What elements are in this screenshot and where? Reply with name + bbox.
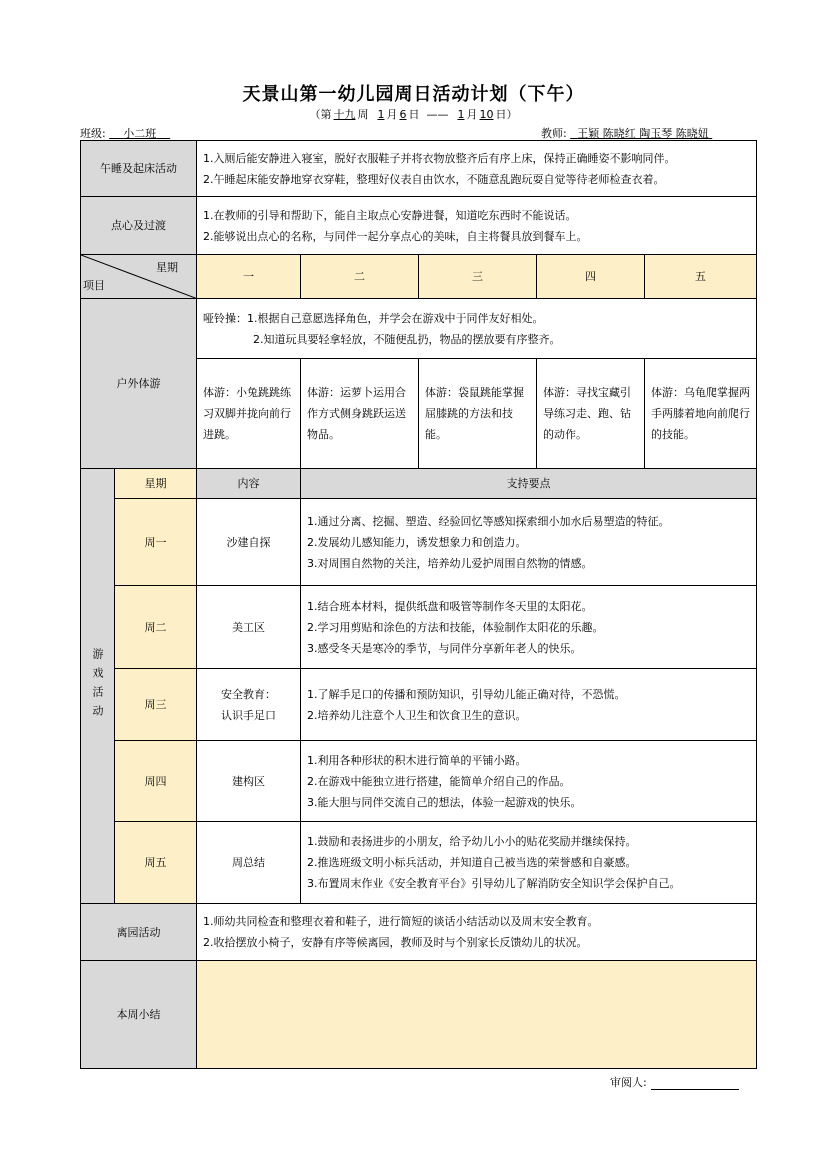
outdoor-game-fri: 体游：乌龟爬掌握两手两膝着地向前爬行的技能。 — [645, 359, 757, 469]
games-col-day: 星期 — [115, 469, 197, 499]
day-header-fri: 五 — [645, 255, 757, 299]
games-content: 建构区 — [197, 741, 301, 822]
outdoor-game-wed: 体游：袋鼠跳能掌握屈膝跳的方法和技能。 — [419, 359, 537, 469]
games-row-tue — [81, 586, 757, 669]
start-month: 1 — [377, 108, 385, 121]
games-row-fri — [81, 822, 757, 904]
plan-table — [80, 140, 757, 1069]
games-day: 周一 — [115, 499, 197, 586]
games-points: 1.鼓励和表扬进步的小朋友，给予幼儿小小的贴花奖励并继续保持。 2.推选班级文明小标兵活动，并知道自己被当选的荣誉感和自豪感。 3.布置周末作业《安全教育平台》引导幼儿了解消防安全知识学会保护自己。 — [301, 822, 757, 904]
nap-content: 1.入厕后能安静进入寝室，脱好衣服鞋子并将衣物放整齐后有序上床，保持正确睡姿不影响同伴。 2.午睡起床能安静地穿衣穿鞋，整理好仪表自由饮水，不随意乱跑玩耍自觉等待老师检查衣着。 — [197, 141, 757, 197]
week-range: （第 十九 周 1 月 6 日 —— 1 月 10 日） — [309, 108, 518, 121]
snack-row — [81, 197, 757, 255]
header-item-label: 项目 — [83, 279, 105, 292]
summary-content[interactable] — [197, 961, 757, 1069]
end-month: 1 — [457, 108, 465, 121]
reviewer-field: 审阅人: — [610, 1074, 739, 1090]
games-content: 安全教育： 认识手足口 — [197, 669, 301, 741]
nap-row — [81, 141, 757, 197]
games-content: 沙建自探 — [197, 499, 301, 586]
teacher-names: 王颖 陈晓红 陶玉琴 陈晓妞 — [577, 127, 709, 140]
snack-label: 点心及过渡 — [81, 197, 197, 255]
games-day: 周二 — [115, 586, 197, 669]
class-info: 班级: 小二班 — [80, 125, 170, 141]
games-points: 1.通过分离、挖掘、塑造、经验回忆等感知探索细小加水后易塑造的特征。 2.发展幼儿感知能力，诱发想象力和创造力。 3.对周围自然物的关注，培养幼儿爱护周围自然物的情感。 — [301, 499, 757, 586]
weekday-header-row — [81, 255, 757, 299]
header-weekday-label: 星期 — [156, 261, 178, 274]
leave-row — [81, 904, 757, 961]
end-day: 10 — [479, 108, 494, 121]
games-col-content: 内容 — [197, 469, 301, 499]
day-header-tue: 二 — [301, 255, 419, 299]
snack-content: 1.在教师的引导和帮助下，能自主取点心安静进餐，知道吃东西时不能说话。 2.能够说出点心的名称，与同伴一起分享点心的美味，自主将餐具放到餐车上。 — [197, 197, 757, 255]
outdoor-game-mon: 体游：小兔跳跳练习双脚并拢向前行进跳。 — [197, 359, 301, 469]
teacher-info: 教师: 王颖 陈晓红 陶玉琴 陈晓妞 — [541, 125, 712, 141]
outdoor-game-tue: 体游：运萝卜运用合作方式侧身跳跃运送物品。 — [301, 359, 419, 469]
games-row-thu — [81, 741, 757, 822]
games-points: 1.了解手足口的传播和预防知识，引导幼儿能正确对待，不恐慌。 2.培养幼儿注意个人卫生和饮食卫生的意识。 — [301, 669, 757, 741]
games-day: 周五 — [115, 822, 197, 904]
games-day: 周三 — [115, 669, 197, 741]
games-points: 1.结合班本材料，提供纸盘和吸管等制作冬天里的太阳花。 2.学习用剪贴和涂色的方法和技能，体验制作太阳花的乐趣。 3.感受冬天是寒冷的季节，与同伴分享新年老人的快乐。 — [301, 586, 757, 669]
games-label: 游戏活动 — [81, 469, 115, 904]
outdoor-game-thu: 体游：寻找宝藏引导练习走、跑、钻的动作。 — [537, 359, 645, 469]
leave-label: 离园活动 — [81, 904, 197, 961]
games-content: 美工区 — [197, 586, 301, 669]
nap-label: 午睡及起床活动 — [81, 141, 197, 197]
day-header-thu: 四 — [537, 255, 645, 299]
leave-content: 1.师幼共同检查和整理衣着和鞋子，进行简短的谈话小结活动以及周末安全教育。 2.收拾摆放小椅子，安静有序等候离园，教师及时与个别家长反馈幼儿的状况。 — [197, 904, 757, 961]
page-title: 天景山第一幼儿园周日活动计划（下午） — [242, 84, 585, 105]
games-row-wed — [81, 669, 757, 741]
dumbbell-content: 哑铃操：1.根据自己意愿选择角色，并学会在游戏中于同伴友好相处。 2.知道玩具要轻拿轻放，不随便乱扔，物品的摆放要有序整齐。 — [197, 299, 757, 359]
class-name: 小二班 — [123, 127, 157, 140]
day-header-wed: 三 — [419, 255, 537, 299]
games-row-mon — [81, 499, 757, 586]
outdoor-dumbbell-row — [81, 299, 757, 359]
games-col-support: 支持要点 — [301, 469, 757, 499]
games-points: 1.利用各种形状的积木进行简单的平铺小路。 2.在游戏中能独立进行搭建，能简单介绍自己的作品。 3.能大胆与同伴交流自己的想法，体验一起游戏的快乐。 — [301, 741, 757, 822]
start-day: 6 — [399, 108, 407, 121]
games-day: 周四 — [115, 741, 197, 822]
diagonal-header-cell — [81, 255, 197, 299]
games-content: 周总结 — [197, 822, 301, 904]
games-header-row — [81, 469, 757, 499]
summary-row — [81, 961, 757, 1069]
reviewer-signature-line[interactable] — [651, 1078, 739, 1090]
summary-label: 本周小结 — [81, 961, 197, 1069]
outdoor-label: 户外体游 — [81, 299, 197, 469]
day-header-mon: 一 — [197, 255, 301, 299]
week-number: 十九 — [333, 108, 356, 121]
